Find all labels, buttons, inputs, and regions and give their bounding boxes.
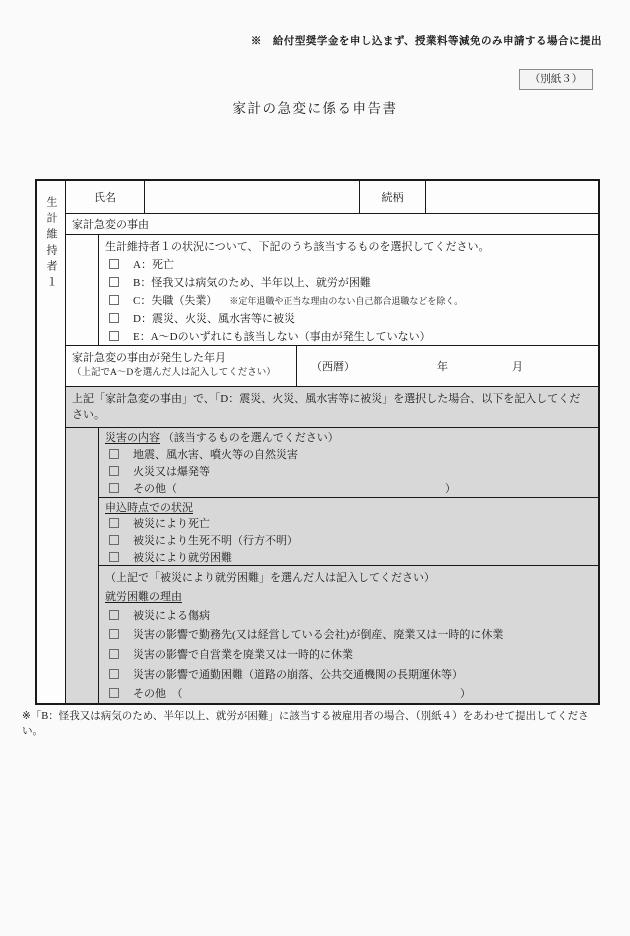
disaster-content-header-note: （該当するものを選んでください） [162, 432, 339, 445]
reason-option-a-row [99, 255, 598, 273]
checkbox-commute-difficulty[interactable] [109, 669, 119, 679]
name-relation-row [66, 181, 598, 214]
disaster-other-label: その他（ [133, 482, 177, 495]
relation-field[interactable] [426, 181, 598, 213]
attachment-label-wrap [0, 69, 593, 90]
checkbox-reason-a[interactable] [109, 259, 119, 269]
checkbox-reason-e[interactable] [109, 331, 119, 341]
year-field[interactable] [355, 358, 437, 374]
reason-option-a-label: A：死亡 [133, 259, 174, 272]
disaster-d-instruction: 上記「家計急変の事由」で、「D：震災、火災、風水害等に被災」を選択した場合、以下を記入してください。 [66, 387, 598, 428]
supporter1-side-header [37, 181, 66, 703]
reason-option-b-row [99, 273, 598, 291]
checkbox-work-difficulty-by-disaster[interactable] [109, 552, 119, 562]
reason-option-e-row [99, 327, 598, 345]
checkbox-death-by-disaster[interactable] [109, 518, 119, 528]
hardship-option-label: 災害の影響で勤務先(又は経営している会社)が倒産、廃業又は一時的に休業 [133, 629, 504, 642]
occurrence-date-sublabel: （上記でA～Dを選んだ人は記入してください） [72, 368, 276, 379]
submission-condition-note: ※ 給付型奨学金を申し込まず、授業料等減免のみ申請する場合に提出 [250, 36, 602, 47]
hardship-option-row [99, 625, 598, 645]
disaster-content-subsection [99, 428, 598, 497]
reason-select-section [66, 235, 598, 346]
supporter1-side-label: 生計維持者１ [45, 196, 57, 292]
name-field[interactable] [145, 181, 360, 213]
western-calendar-label: （西暦） [311, 361, 355, 374]
hardship-other-label: その他 （ [133, 688, 183, 701]
reason-option-e-label: E：A～Dのいずれにも該当しない（事由が発生していない） [133, 331, 431, 344]
status-header: 申込時点での状況 [105, 502, 193, 515]
hardship-option-row [99, 644, 598, 664]
hardship-other-close-paren: ） [460, 688, 471, 701]
status-option-label: 被災により死亡 [133, 518, 210, 531]
checkbox-employer-bankrupt[interactable] [109, 629, 119, 639]
checkbox-reason-c[interactable] [109, 295, 119, 305]
checkbox-disaster-other[interactable] [109, 483, 119, 493]
year-suffix: 年 [437, 361, 448, 374]
hardship-option-other-row [99, 683, 598, 703]
status-at-application-subsection [99, 497, 598, 565]
status-option-label: 被災により生死不明（行方不明） [133, 535, 298, 548]
checkbox-fire-explosion[interactable] [109, 466, 119, 476]
reason-option-c-note: ※定年退職や正当な理由のない自己都合退職などを除く。 [229, 295, 464, 306]
month-suffix: 月 [512, 361, 523, 374]
indent-spacer [66, 428, 99, 703]
disaster-other-close-paren: ） [445, 482, 456, 495]
checkbox-reason-b[interactable] [109, 277, 119, 287]
status-option-row [99, 515, 598, 532]
indent-spacer [66, 235, 99, 345]
reason-instruction: 生計維持者１の状況について、下記のうち該当するものを選択してください。 [105, 241, 490, 254]
work-hardship-header: 就労困難の理由 [105, 591, 182, 604]
status-option-label: 被災により就労困難 [133, 551, 232, 564]
disaster-option-other-row [99, 479, 598, 496]
disaster-option-label: 地震、風水害、噴火等の自然災害 [133, 448, 298, 461]
checkbox-natural-disaster[interactable] [109, 449, 119, 459]
checkbox-reason-d[interactable] [109, 313, 119, 323]
hardship-option-row [99, 605, 598, 625]
relation-label: 続柄 [360, 181, 426, 213]
work-hardship-note: （上記で「被災により就労困難」を選んだ人は記入してください） [105, 572, 435, 585]
disaster-option-label: 火災又は爆発等 [133, 465, 210, 478]
disaster-option-row [99, 445, 598, 462]
reason-section-header: 家計急変の事由 [66, 214, 598, 235]
reason-option-d-label: D：震災、火災、風水害等に被災 [133, 313, 295, 326]
hardship-option-row [99, 664, 598, 684]
reason-option-c-row [99, 291, 598, 309]
hardship-option-label: 被災による傷病 [133, 609, 210, 622]
hardship-option-label: 災害の影響で自営業を廃業又は一時的に休業 [133, 649, 353, 662]
reason-option-c-label: C：失職（失業） [133, 295, 218, 308]
occurrence-date-row [66, 346, 598, 387]
checkbox-injury-illness[interactable] [109, 610, 119, 620]
hardship-option-label: 災害の影響で通勤困難（道路の崩落、公共交通機関の長期運休等） [133, 668, 463, 681]
page-title: 家計の急変に係る申告書 [232, 101, 398, 116]
checkbox-missing-by-disaster[interactable] [109, 535, 119, 545]
disaster-content-header: 災害の内容 [105, 432, 160, 445]
reason-option-b-label: B：怪我又は病気のため、半年以上、就労が困難 [133, 277, 371, 290]
attachment4-footnote: ※「B：怪我又は病気のため、半年以上、就労が困難」に該当する被雇用者の場合、（別紙４）をあわせて提出してください。 [22, 711, 589, 737]
checkbox-self-business-closed[interactable] [109, 649, 119, 659]
checkbox-hardship-other[interactable] [109, 688, 119, 698]
occurrence-date-label: 家計急変の事由が発生した年月 [72, 352, 226, 365]
disaster-detail-section [66, 428, 598, 703]
status-option-row [99, 532, 598, 549]
work-hardship-subsection [99, 565, 598, 703]
disaster-option-row [99, 462, 598, 479]
month-field[interactable] [448, 358, 512, 374]
name-label: 氏名 [66, 181, 145, 213]
reason-option-d-row [99, 309, 598, 327]
household-supporter-form-table [35, 179, 600, 705]
attachment-number-box: （別紙３） [519, 69, 593, 90]
status-option-row [99, 548, 598, 565]
